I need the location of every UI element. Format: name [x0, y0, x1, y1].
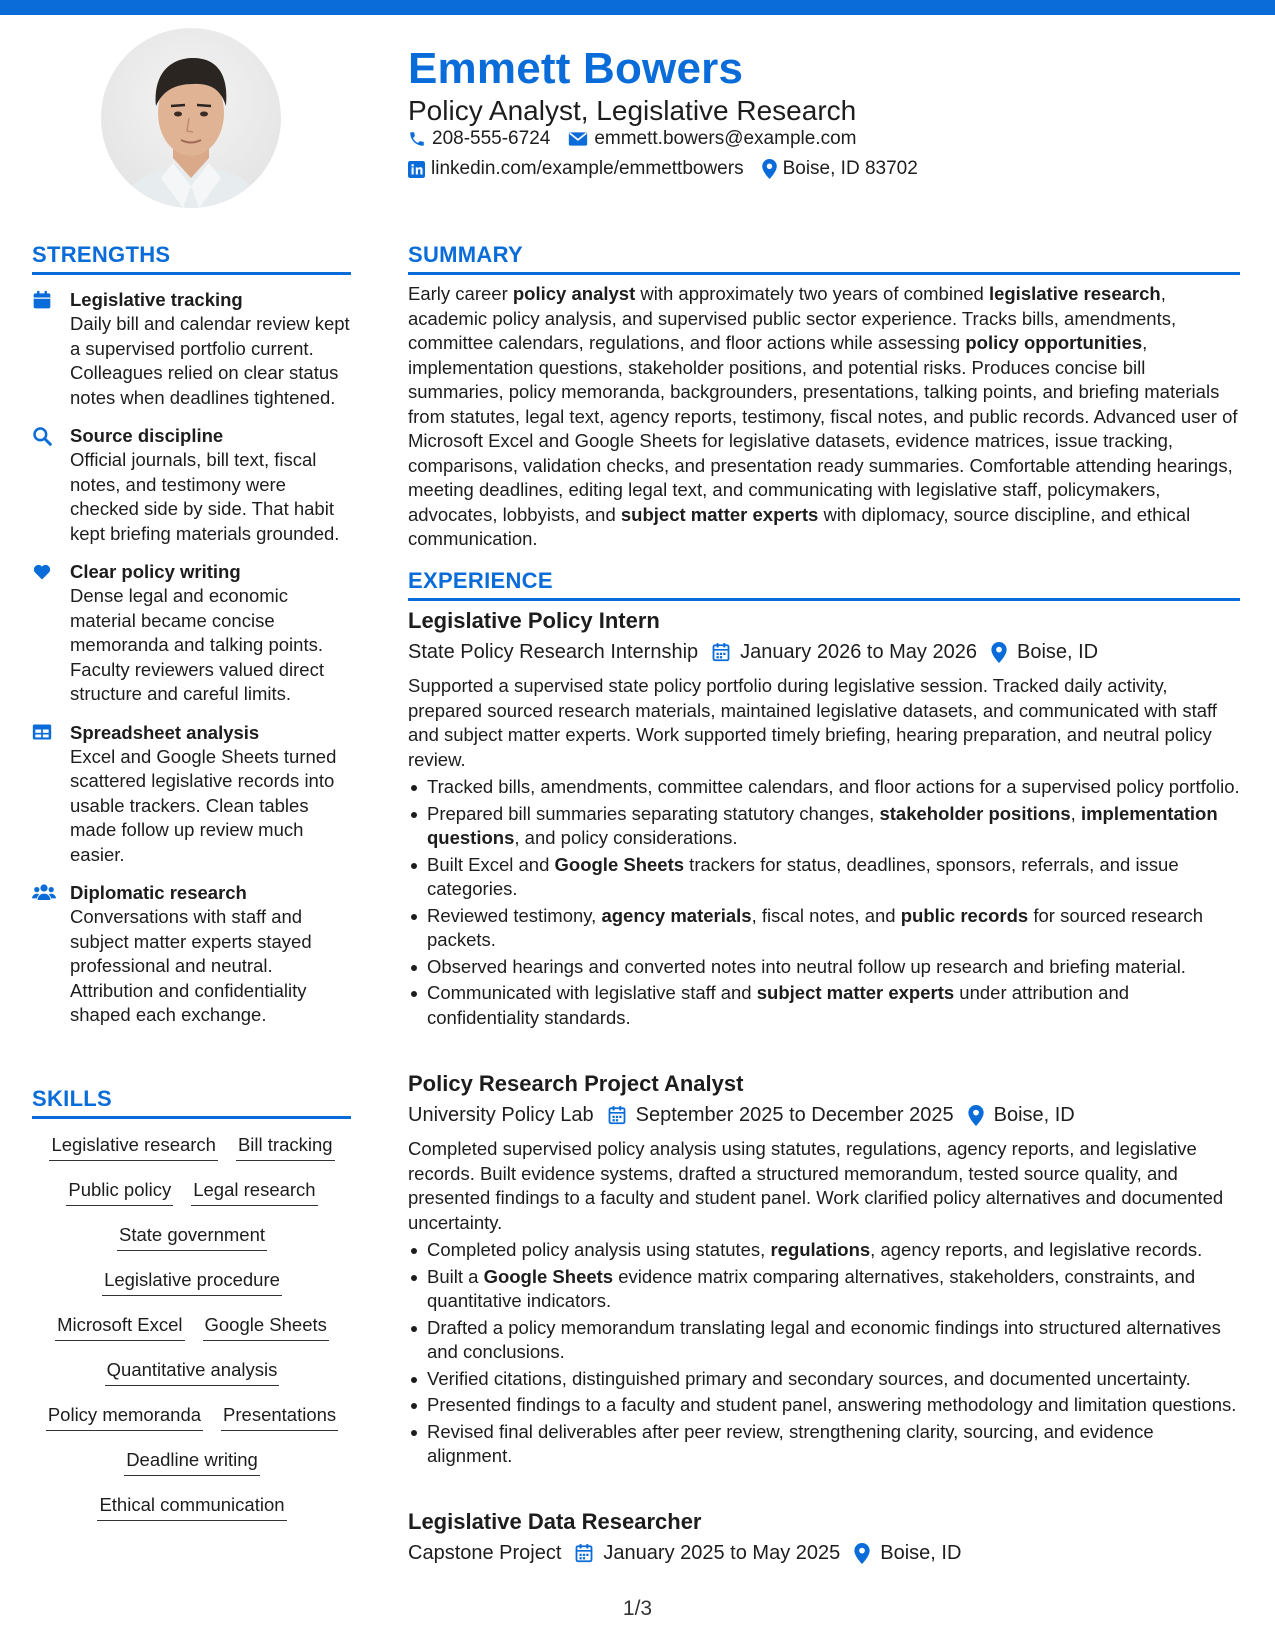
skills-heading: SKILLS — [32, 1086, 113, 1111]
calendar-icon — [575, 1543, 593, 1563]
phone-icon — [408, 130, 426, 148]
job-dates-text: September 2025 to December 2025 — [635, 1104, 954, 1126]
contact-row-1 — [408, 128, 874, 150]
experience-heading: EXPERIENCE — [408, 568, 553, 593]
job-location-text: Boise, ID — [1016, 641, 1099, 663]
text-run: under attribution and confidentiality standards. — [427, 982, 1130, 1028]
text-run: Built Excel and — [427, 853, 555, 875]
job-title: Legislative Policy Intern — [408, 608, 660, 633]
text-run: Tracked bills, amendments, committee calendars, and floor actions for a supervised policy portfolio. — [427, 776, 1240, 797]
skill-tag: Bill tracking — [236, 1133, 335, 1161]
skill-tag: Policy memoranda — [46, 1403, 203, 1431]
envelope-icon — [568, 131, 588, 147]
skill-row — [32, 1448, 352, 1493]
bold-keyword: agency materials — [601, 904, 752, 926]
strength-item — [32, 881, 352, 1028]
bullet-item — [408, 1367, 1240, 1392]
summary-text — [408, 282, 1240, 552]
job-dates — [712, 638, 977, 666]
strength-title: Clear policy writing — [70, 561, 241, 582]
text-run: Presented findings to a faculty and student panel, answering methodology and limitation questions. — [427, 1394, 1237, 1415]
job-organization: State Policy Research Internship — [408, 641, 699, 663]
job-meta — [408, 1539, 1240, 1567]
job-meta — [408, 638, 1240, 666]
skills-divider — [32, 1116, 351, 1119]
job-description: Completed supervised policy analysis using statutes, regulations, agency reports, and legislative records. Built evidence systems, drafted a structured memorandum, tested source quality, and presented findings to a faculty and student panel. Work clarified policy alternatives and documented uncertainty. — [408, 1138, 1224, 1233]
strength-text: Official journals, bill text, fiscal notes, and testimony were checked side by side. That habit kept briefing materials grounded. — [70, 449, 340, 544]
text-run: Drafted a policy memorandum translating legal and economic findings into structured alternatives and conclusions. — [427, 1316, 1221, 1362]
skill-tag: Google Sheets — [203, 1313, 329, 1341]
text-run: Prepared bill summaries separating statutory changes, — [427, 802, 880, 824]
skill-tag: Public policy — [66, 1178, 173, 1206]
strength-item — [32, 721, 352, 868]
phone-contact — [408, 128, 550, 150]
bullet-item — [408, 1393, 1240, 1418]
bold-keyword: Google Sheets — [483, 1265, 614, 1287]
linkedin-text[interactable]: linkedin.com/example/emmettbowers — [431, 158, 744, 179]
skill-row — [32, 1133, 352, 1178]
map-pin-icon — [762, 159, 777, 179]
heart-icon — [32, 562, 52, 582]
strengths-heading: STRENGTHS — [32, 242, 171, 267]
search-icon — [32, 426, 52, 446]
strength-item — [32, 288, 352, 410]
summary-heading: SUMMARY — [408, 242, 523, 267]
calendar-icon — [32, 290, 52, 310]
job-dates-text: January 2026 to May 2026 — [740, 641, 977, 663]
text-run: with approximately two years of combined — [635, 283, 989, 304]
job-location-text: Boise, ID — [993, 1104, 1075, 1126]
bullet-item — [408, 1265, 1240, 1314]
email-text[interactable]: emmett.bowers@example.com — [594, 128, 857, 149]
strength-text: Daily bill and calendar review kept a supervised portfolio current. Colleagues relied on clear status notes when deadlines tightened. — [70, 313, 350, 408]
strength-title: Diplomatic research — [70, 882, 247, 903]
table-icon — [32, 723, 52, 741]
strength-title: Legislative tracking — [70, 289, 243, 310]
job-bullets — [408, 1238, 1240, 1469]
skill-tag: Deadline writing — [124, 1448, 260, 1476]
skill-row — [32, 1493, 352, 1538]
job-location — [968, 1101, 1075, 1129]
text-run: Completed policy analysis using statutes, — [427, 1239, 771, 1260]
text-run: Built a — [427, 1265, 484, 1287]
strengths-list — [32, 288, 352, 1042]
bold-keyword: regulations — [770, 1239, 871, 1260]
phone-text[interactable]: 208-555-6724 — [432, 128, 551, 149]
text-run: Verified citations, distinguished primary and secondary sources, and documented uncertainty. — [427, 1367, 1191, 1389]
skill-row — [32, 1403, 352, 1448]
skill-tag: Microsoft Excel — [55, 1313, 184, 1341]
strength-title: Source discipline — [70, 425, 224, 446]
text-run: Communicated with legislative staff and — [427, 982, 757, 1003]
email-contact — [568, 128, 856, 150]
linkedin-icon — [408, 161, 425, 178]
text-run: Observed hearings and converted notes into neutral follow up research and briefing material. — [427, 955, 1186, 977]
text-run: Early career — [408, 283, 513, 304]
bullet-item — [408, 775, 1240, 800]
linkedin-contact — [408, 158, 744, 180]
skills-list — [32, 1133, 352, 1538]
skill-row — [32, 1268, 352, 1313]
profile-photo — [101, 28, 281, 208]
job-location — [854, 1539, 961, 1567]
contact-row-2 — [408, 158, 936, 180]
job-entry — [408, 1070, 1240, 1471]
job-location-text: Boise, ID — [880, 1542, 962, 1564]
summary-divider — [408, 272, 1240, 275]
job-organization: Capstone Project — [408, 1542, 562, 1564]
bullet-item — [408, 1316, 1240, 1365]
bold-keyword: public records — [900, 904, 1029, 926]
text-run: , agency reports, and legislative records. — [870, 1239, 1203, 1260]
bullet-item — [408, 955, 1240, 980]
job-entry — [408, 607, 1240, 1032]
bullet-item — [408, 904, 1240, 953]
bold-keyword: subject matter experts — [620, 503, 819, 525]
bold-keyword: policy opportunities — [965, 332, 1143, 353]
strength-item — [32, 560, 352, 707]
map-pin-icon — [854, 1543, 870, 1564]
calendar-icon — [608, 1105, 626, 1125]
bold-keyword: Google Sheets — [554, 853, 685, 875]
text-run: evidence matrix comparing alternatives, stakeholders, constraints, and quantitative indicators. — [427, 1265, 1196, 1311]
map-pin-icon — [968, 1105, 984, 1126]
bold-keyword: policy analyst — [512, 283, 636, 304]
text-run: , academic policy analysis, and supervised public sector experience. Tracks bills, amendments, committee calendars, regulations, and floor actions while assessing — [408, 283, 1177, 353]
job-meta — [408, 1101, 1240, 1129]
job-dates — [575, 1539, 840, 1567]
job-description: Supported a supervised state policy portfolio during legislative session. Tracked daily activity, prepared sourced research materials, maintained legislative datasets, and communicated with staff and subject matter experts. Work supported timely briefing, hearing preparation, and neutral policy review. — [408, 675, 1217, 770]
job-organization: University Policy Lab — [408, 1104, 594, 1126]
top-accent-bar — [0, 0, 1275, 15]
skill-tag: State government — [117, 1223, 267, 1251]
strength-title: Spreadsheet analysis — [70, 721, 260, 743]
bold-keyword: legislative research — [988, 283, 1161, 304]
skill-row — [32, 1313, 352, 1358]
candidate-title: Policy Analyst, Legislative Research — [408, 95, 857, 126]
skill-tag: Legal research — [191, 1178, 317, 1206]
text-run: , implementation questions, stakeholder positions, and potential risks. Produces concise bill summaries, policy memoranda, backgrounders, presentations, talking points, and briefing materials from statutes, legal text, agency reports, testimony, fiscal notes, and public records. Advanced user of Microsoft Excel and Google Sheets for legislative datasets, evidence matrices, issue tracking, comparisons, validation checks, and presentation ready summaries. Comfortable attending hearings, meeting deadlines, editing legal text, and communicating with legislative staff, policymakers, advocates, lobbyists, and — [408, 332, 1238, 525]
skill-tag: Legislative research — [49, 1133, 218, 1161]
text-run: , — [1070, 802, 1081, 824]
job-entry — [408, 1508, 1240, 1567]
text-run: , fiscal notes, and — [751, 904, 901, 926]
job-title: Policy Research Project Analyst — [408, 1071, 744, 1096]
job-dates-text: January 2025 to May 2025 — [603, 1542, 841, 1564]
text-run: for sourced research packets. — [427, 904, 1204, 950]
skill-row — [32, 1178, 352, 1223]
map-pin-icon — [991, 642, 1007, 663]
job-dates — [608, 1101, 954, 1129]
text-run: Revised final deliverables after peer review, strengthening clarity, sourcing, and evidence alignment. — [427, 1420, 1154, 1466]
skill-row — [32, 1358, 352, 1403]
strengths-divider — [32, 272, 351, 275]
strength-text: Conversations with staff and subject matter experts stayed professional and neutral. Attribution and confidentiality shaped each exchange. — [70, 906, 312, 1025]
text-run: with diplomacy, source discipline, and ethical communication. — [408, 503, 1191, 549]
skill-tag: Presentations — [221, 1403, 338, 1431]
skill-tag: Legislative procedure — [102, 1268, 282, 1296]
strength-text: Excel and Google Sheets turned scattered legislative records into usable trackers. Clean tables made follow up review much easier. — [70, 745, 337, 865]
page-number: 1/3 — [622, 1597, 653, 1620]
bold-keyword: stakeholder positions — [879, 802, 1071, 824]
job-location — [991, 638, 1098, 666]
location-contact — [762, 158, 918, 180]
bullet-item — [408, 853, 1240, 902]
calendar-icon — [712, 642, 730, 662]
job-title: Legislative Data Researcher — [408, 1509, 702, 1534]
bullet-item — [408, 981, 1240, 1030]
experience-divider — [408, 598, 1240, 601]
location-text: Boise, ID 83702 — [782, 158, 918, 179]
text-run: Reviewed testimony, — [427, 904, 602, 926]
skill-row — [32, 1223, 352, 1268]
candidate-name: Emmett Bowers — [408, 44, 744, 93]
skill-tag: Ethical communication — [97, 1493, 286, 1521]
bullet-item — [408, 1420, 1240, 1469]
bullet-item — [408, 1238, 1240, 1263]
strength-text: Dense legal and economic material became concise memoranda and talking points. Faculty reviewers valued direct structure and careful limits. — [70, 585, 324, 704]
skill-tag: Quantitative analysis — [105, 1358, 280, 1386]
text-run: , and policy considerations. — [514, 827, 738, 848]
job-bullets — [408, 775, 1240, 1030]
users-icon — [32, 883, 56, 901]
bullet-item — [408, 802, 1240, 851]
bold-keyword: subject matter experts — [756, 982, 955, 1003]
bold-keyword: implementation questions — [427, 802, 1218, 848]
strength-item — [32, 424, 352, 546]
text-run: trackers for status, deadlines, sponsors, referrals, and issue categories. — [427, 853, 1179, 899]
